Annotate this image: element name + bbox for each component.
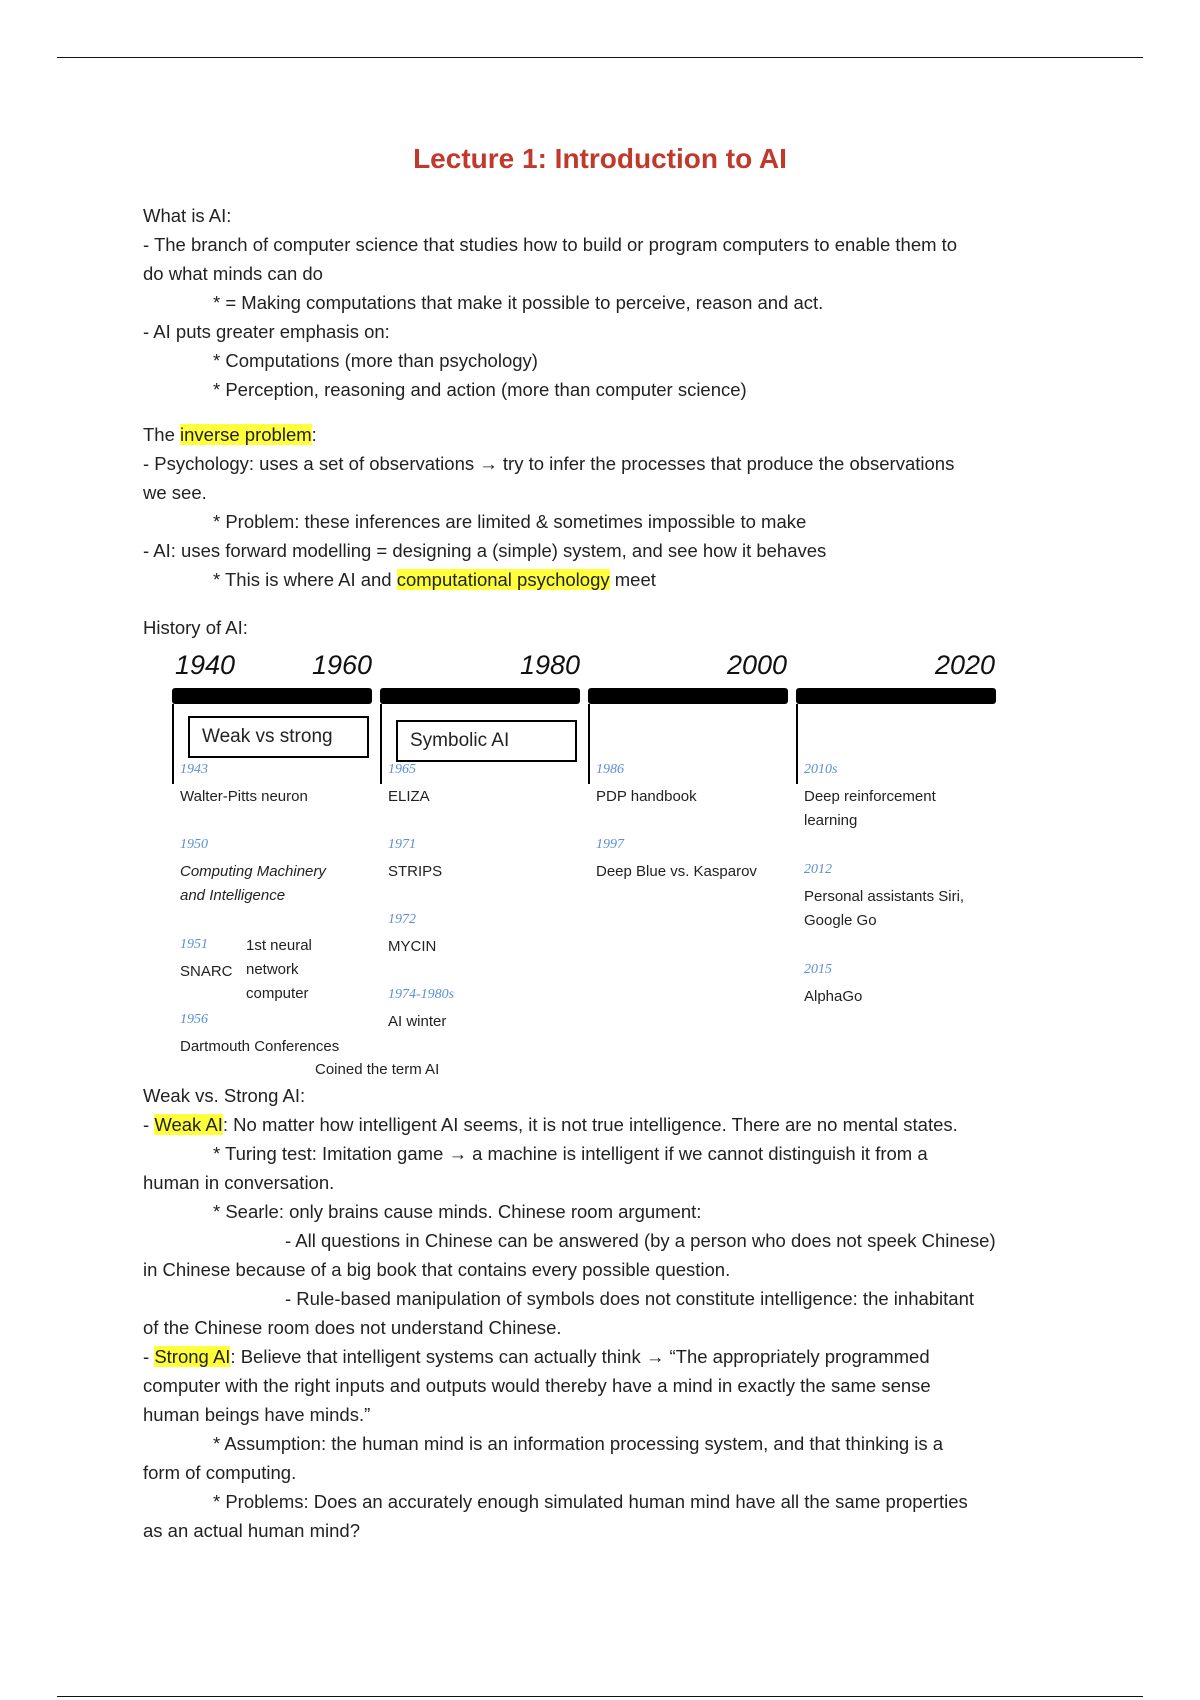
highlight-weak-ai: Weak AI [154,1114,223,1135]
section-heading: Weak vs. Strong AI: [143,1085,306,1106]
text-line: form of computing. [143,1462,297,1483]
text-line: human in conversation. [143,1172,335,1193]
text-part: - [143,1346,155,1367]
history-section [143,613,1058,642]
text-line: of the Chinese room does not understand Chinese. [143,1317,562,1338]
event-year: 2015 [804,962,832,977]
timeline-bar [796,688,996,704]
event-year: 2010s [804,762,838,777]
event-label: PDP handbook [596,788,697,805]
event-year: 1974-1980s [388,987,455,1002]
what-is-ai-section [143,201,1058,404]
text-line: * Searle: only brains cause minds. Chinese room argument: [213,1201,702,1222]
highlight-inverse-problem: inverse problem [180,424,312,445]
text-part: : Believe that intelligent systems can actually think → “The appropriately programmed [230,1346,930,1367]
text-part: - [143,1114,155,1135]
highlight-strong-ai: Strong AI [154,1346,231,1367]
text-part: meet [609,569,656,590]
event-label: Personal assistants Siri, Google Go [804,888,965,929]
text-line: * Perception, reasoning and action (more than computer science) [213,379,747,400]
event-year: 1997 [596,837,624,852]
section-heading: History of AI: [143,617,248,638]
event-label: Computing Machinery and Intelligence [180,863,326,904]
text-part: * This is where AI and [213,569,397,590]
symbolic-ai-box: Symbolic AI [396,720,577,762]
event-year: 1956 [180,1012,208,1027]
text-line: * = Making computations that make it possible to perceive, reason and act. [213,292,824,313]
event-label: Walter-Pitts neuron [180,788,308,805]
event-label: MYCIN [388,938,437,955]
timeline-bar [172,688,372,704]
timeline-divider [172,704,174,784]
event-year: 1986 [596,762,624,777]
history-timeline [170,650,1010,1078]
event-label: STRIPS [388,863,443,880]
section-heading: What is AI: [143,205,232,226]
page-title: Lecture 1: Introduction to AI [413,143,787,174]
text-line: computer with the right inputs and outputs would thereby have a mind in exactly the same sense [143,1375,931,1396]
event-label: Deep reinforcement learning [804,788,936,829]
text-line [143,1110,1058,1139]
event-year: 1950 [180,837,208,852]
weak-vs-strong-box: Weak vs strong [188,716,369,758]
timeline-year: 1960 [312,650,373,680]
text-line: * Turing test: Imitation game → a machine is intelligent if we cannot distinguish it from a [213,1143,928,1164]
bottom-rule [57,1696,1143,1697]
text-line: * Assumption: the human mind is an information processing system, and that thinking is a [213,1433,944,1454]
timeline-bar [380,688,580,704]
event-year: 1972 [388,912,416,927]
event-year: 1951 [180,937,208,952]
text-line: - Rule-based manipulation of symbols does not constitute intelligence: the inhabitant [285,1288,975,1309]
text-line: we see. [143,482,207,503]
event-label: ELIZA [388,788,430,805]
timeline-year: 2000 [727,650,788,680]
weak-vs-strong-section [143,1081,1058,1545]
section-heading [143,420,1058,449]
event-note: Coined the term AI [315,1061,440,1078]
timeline-divider [380,704,382,784]
event-label: Deep Blue vs. Kasparov [596,863,757,880]
highlight-computational-psychology: computational psychology [396,569,610,590]
text-line [143,1342,1058,1371]
text-line [143,565,1058,594]
event-year: 2012 [804,862,832,877]
heading-text: The [143,424,181,445]
timeline-year: 1940 [175,650,236,680]
event-label: AI winter [388,1013,447,1030]
timeline-year: 1980 [520,650,581,680]
event-label: Dartmouth Conferences [180,1038,340,1055]
text-part: : No matter how intelligent AI seems, it is not true intelligence. There are no mental states. [222,1114,958,1135]
event-year: 1943 [180,762,208,777]
event-year: 1965 [388,762,416,777]
text-line: do what minds can do [143,263,323,284]
text-line: as an actual human mind? [143,1520,360,1541]
text-line: * Problem: these inferences are limited & sometimes impossible to make [213,511,807,532]
text-line: in Chinese because of a big book that contains every possible question. [143,1259,731,1280]
heading-colon: : [311,424,317,445]
timeline-divider [588,704,590,784]
event-note: 1st neural network computer [246,937,312,1002]
timeline-year: 2020 [935,650,996,680]
text-line: - The branch of computer science that studies how to build or program computers to enable them to [143,234,958,255]
top-rule [57,57,1143,58]
text-line: human beings have minds.” [143,1404,371,1425]
text-line: - AI: uses forward modelling = designing a (simple) system, and see how it behaves [143,540,827,561]
event-label: AlphaGo [804,988,863,1005]
text-line: * Computations (more than psychology) [213,350,538,371]
text-line: * Problems: Does an accurately enough simulated human mind have all the same properties [213,1491,968,1512]
event-year: 1971 [388,837,416,852]
event-label: SNARC [180,963,233,980]
inverse-problem-section [143,420,1058,594]
text-line: - All questions in Chinese can be answered (by a person who does not speek Chinese) [285,1230,996,1251]
text-line: - Psychology: uses a set of observations → try to infer the processes that produce the observations [143,453,955,474]
timeline-divider [796,704,798,784]
text-line: - AI puts greater emphasis on: [143,321,390,342]
timeline-bar [588,688,788,704]
